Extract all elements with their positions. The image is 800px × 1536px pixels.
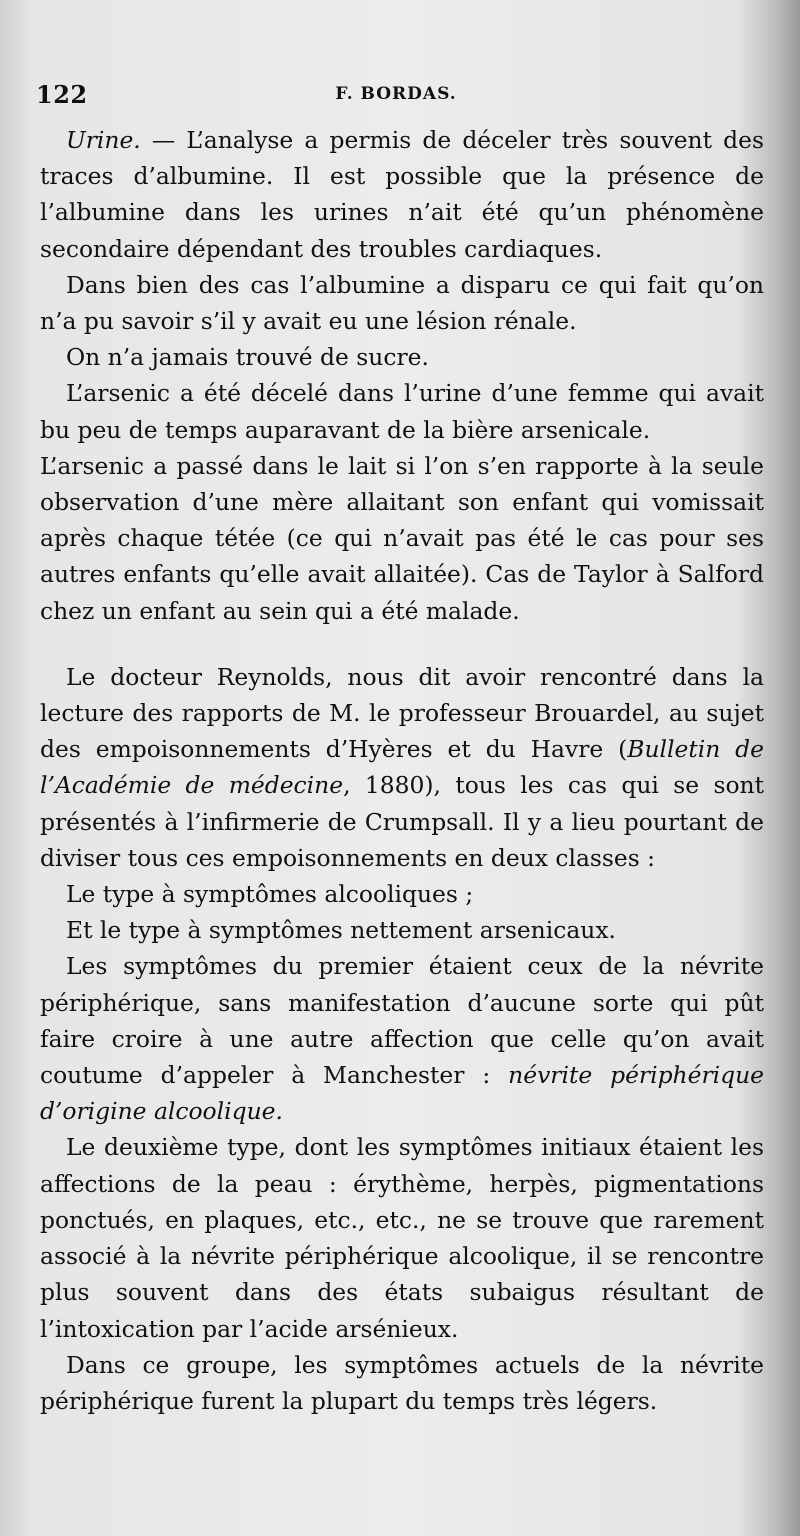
paragraph: On n’a jamais trouvé de sucre. — [66, 343, 429, 372]
paragraph: Le type à symptômes alcooliques ; — [66, 880, 474, 909]
paragraph: Le docteur Reynolds, nous dit avoir rencontré dans la lecture des rapports de M. le professeur Brouardel, au sujet des empoisonnements d’Hyères et du Havre (Bulletin de l’Académie de médecine, 1880), tous les cas qui se sont présentés à l’infirmerie de Crumpsall. Il y a lieu pourtant de diviser tous ces empoisonnements en deux classes : — [40, 662, 764, 872]
paragraph: Dans bien des cas l’albumine a disparu ce qui fait qu’on n’a pu savoir s’il y avait eu une lésion rénale. — [40, 270, 764, 336]
italic-term: névrite périphérique d’origine alcoolique. — [40, 1061, 764, 1126]
paragraph: Les symptômes du premier étaient ceux de la névrite périphérique, sans manifestation d’aucune sorte qui pût faire croire à une autre affection que celle qu’on avait coutume d’appeler à Manchester : névrite périphérique d’origine alcoolique. — [40, 952, 764, 1126]
page-header — [36, 80, 756, 114]
paragraph: Dans ce groupe, les symptômes actuels de la névrite périphérique furent la plupart du temps très légers. — [40, 1350, 764, 1415]
section-gap — [40, 629, 764, 659]
paragraph: L’arsenic a été décelé dans l’urine d’une femme qui avait bu peu de temps auparavant de la bière arsenicale. — [40, 379, 764, 444]
paragraph: Le deuxième type, dont les symptômes initiaux étaient les affections de la peau : érythème, herpès, pigmentations ponctués, en plaques, etc., etc., ne se trouve que rarement associé à la névrite périphérique alcoolique, il se rencontre plus souvent dans des états subaigus résultant de l’intoxication par l’acide arsénieux. — [40, 1133, 764, 1343]
paragraph: Urine. — L’analyse a permis de déceler très souvent des traces d’albumine. Il est possible que la présence de l’albumine dans les urines n’ait été qu’un phénomène secondaire dépendant des troubles cardiaques. — [40, 126, 764, 263]
running-head: F. BORDAS. — [335, 84, 457, 104]
paragraph: Et le type à symptômes nettement arsenicaux. — [66, 916, 616, 945]
citation-italic: Bulletin de l’Académie de médecine — [40, 735, 764, 800]
page-number: 122 — [36, 80, 88, 109]
italic-lead: Urine. — [66, 126, 141, 154]
paragraph: L’arsenic a passé dans le lait si l’on s’en rapporte à la seule observation d’une mère allaitant son enfant qui vomissait après chaque tétée (ce qui n’avait pas été le cas pour ses autres enfants qu’elle avait allaitée). Cas de Taylor à Salford chez un enfant au sein qui a été malade. — [40, 451, 764, 625]
body-text — [40, 122, 764, 1419]
